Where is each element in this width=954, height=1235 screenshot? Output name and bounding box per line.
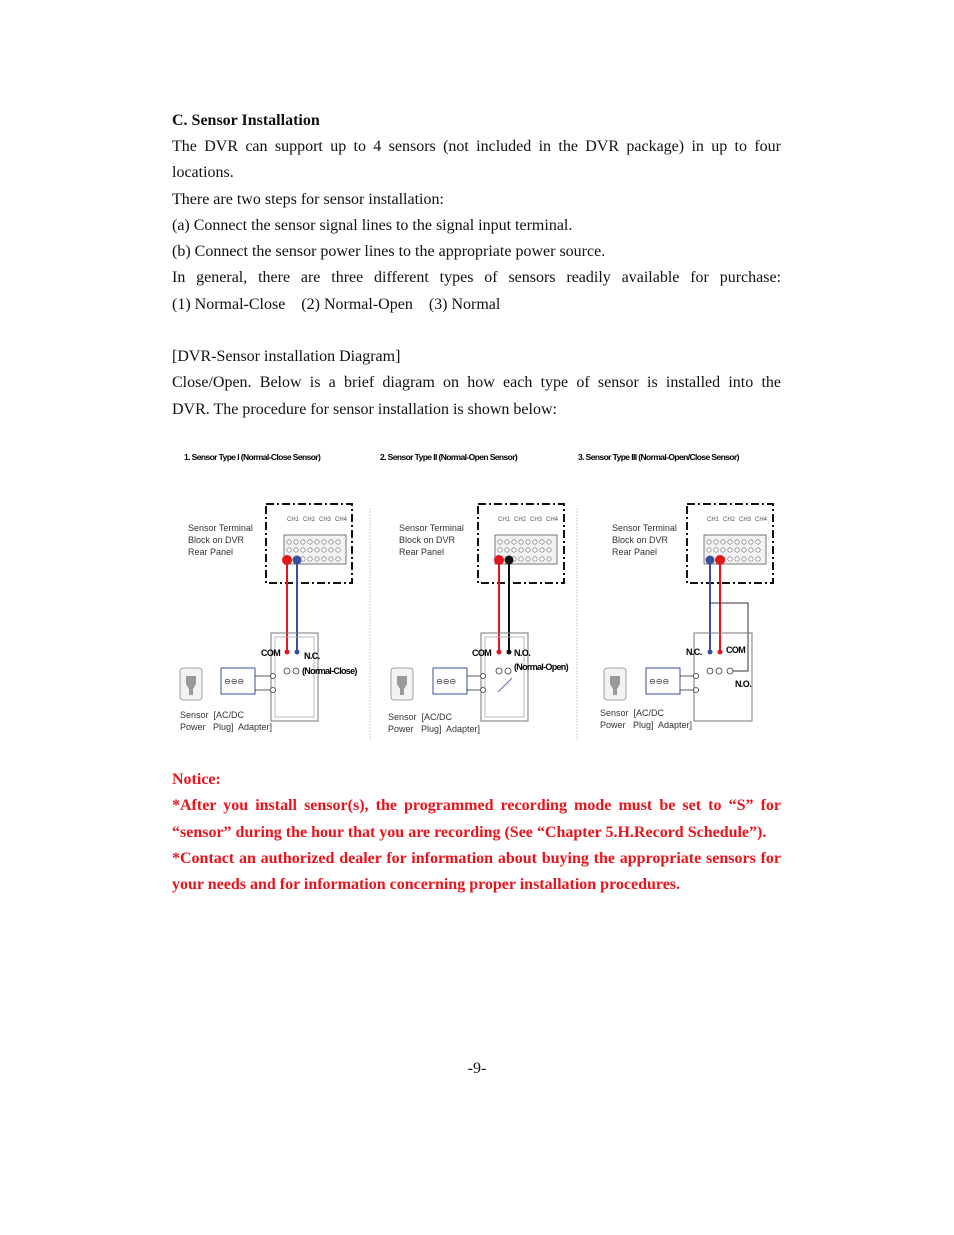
sensor-box — [271, 633, 318, 721]
paragraph-line: locations. — [172, 164, 234, 182]
terminal-label: Sensor Terminal — [188, 523, 253, 533]
black-terminal — [505, 556, 514, 565]
paragraph-line: (b) Connect the sensor power lines to the appropriate power source. — [172, 243, 606, 261]
paragraph-line: [DVR-Sensor installation Diagram] — [172, 348, 401, 366]
panel-2 — [380, 452, 569, 734]
paragraph-line: There are two steps for sensor installation: — [172, 190, 444, 208]
channel-label: CH3 — [739, 517, 752, 523]
paragraph-line: DVR. The procedure for sensor installation is shown below: — [172, 400, 557, 418]
terminal-label: Block on DVR — [612, 535, 669, 545]
svg-text:⊖⊖⊖: ⊖⊖⊖ — [436, 677, 457, 686]
adapter-label: Sensor [AC/DC — [388, 712, 453, 722]
terminal-label: Sensor Terminal — [612, 523, 677, 533]
no-label: N.O. — [514, 648, 531, 658]
adapter-label: Power Plug] Adapter] — [180, 722, 273, 732]
sensor-box — [481, 633, 531, 721]
channel-label: CH4 — [755, 517, 768, 523]
paragraph-line: The DVR can support up to 4 sensors (not included in the DVR package) in up to four — [172, 138, 781, 155]
svg-text:⊖⊖⊖: ⊖⊖⊖ — [224, 677, 245, 686]
adapter-label: Power Plug] Adapter] — [388, 724, 481, 734]
red-terminal — [715, 555, 725, 565]
panel-1 — [180, 452, 357, 732]
section-heading: C. Sensor Installation — [172, 112, 320, 129]
channel-label: CH2 — [303, 517, 316, 523]
com-label: COM — [726, 645, 746, 655]
paragraph-line: In general, there are three different types of sensors readily available for purchase: — [172, 269, 781, 287]
channel-label: CH1 — [287, 517, 300, 523]
notice-item: *Contact an authorized dealer for information about buying the appropriate sensors for your needs and for information concerning proper installation procedures. — [172, 849, 781, 894]
terminal-label: Rear Panel — [399, 547, 445, 557]
com-label: COM — [261, 648, 281, 658]
nc-label: N.C. — [304, 651, 320, 661]
blue-terminal — [706, 556, 715, 565]
mode-label: (Normal-Close) — [302, 666, 357, 676]
adapter-label: Power Plug] Adapter] — [600, 720, 693, 730]
panel-title: 3. Sensor Type III (Normal-Open/Close Sensor) — [578, 452, 739, 462]
notice-item: *After you install sensor(s), the programmed recording mode must be set to “S” for “sensor” during the hour that you are recording (See “Chapter 5.H.Record Schedule”). — [172, 797, 781, 841]
channel-label: CH3 — [530, 517, 543, 523]
red-terminal — [494, 555, 504, 565]
terminal-label: Block on DVR — [399, 535, 456, 545]
terminal-label: Rear Panel — [612, 547, 658, 557]
terminal-label: Rear Panel — [188, 547, 234, 557]
red-terminal — [282, 555, 292, 565]
svg-text:⊖⊖⊖: ⊖⊖⊖ — [649, 677, 670, 686]
panel-title: 2. Sensor Type II (Normal-Open Sensor) — [380, 452, 518, 462]
page-number: -9- — [467, 1060, 487, 1077]
channel-label: CH1 — [707, 517, 720, 523]
channel-label: CH4 — [335, 517, 348, 523]
notice-block — [172, 767, 781, 898]
paragraph-line: (1) Normal-Close (2) Normal-Open (3) Normal — [172, 295, 501, 313]
notice-title: Notice: — [172, 771, 221, 788]
nc-label: N.C. — [686, 647, 702, 657]
terminal-label: Block on DVR — [188, 535, 245, 545]
mode-label: (Normal-Open) — [514, 662, 568, 672]
channel-label: CH2 — [723, 517, 736, 523]
adapter-label: Sensor [AC/DC — [600, 708, 665, 718]
channel-label: CH2 — [514, 517, 527, 523]
channel-label: CH3 — [319, 517, 332, 523]
paragraph-line: (a) Connect the sensor signal lines to the signal input terminal. — [172, 216, 573, 234]
adapter-label: Sensor [AC/DC — [180, 710, 245, 720]
terminal-label: Sensor Terminal — [399, 523, 464, 533]
section-body — [172, 108, 781, 423]
diagram-svg — [172, 440, 781, 745]
channel-label: CH4 — [546, 517, 559, 523]
no-label: N.O. — [735, 679, 752, 689]
sensor-installation-diagram — [172, 440, 781, 745]
blank-line — [172, 318, 781, 344]
blue-terminal — [293, 556, 302, 565]
panel-3 — [578, 452, 773, 730]
channel-label: CH1 — [498, 517, 511, 523]
paragraph-line: Close/Open. Below is a brief diagram on how each type of sensor is installed into the — [172, 374, 781, 392]
com-label: COM — [472, 648, 492, 658]
panel-title: 1. Sensor Type I (Normal-Close Sensor) — [184, 452, 321, 462]
